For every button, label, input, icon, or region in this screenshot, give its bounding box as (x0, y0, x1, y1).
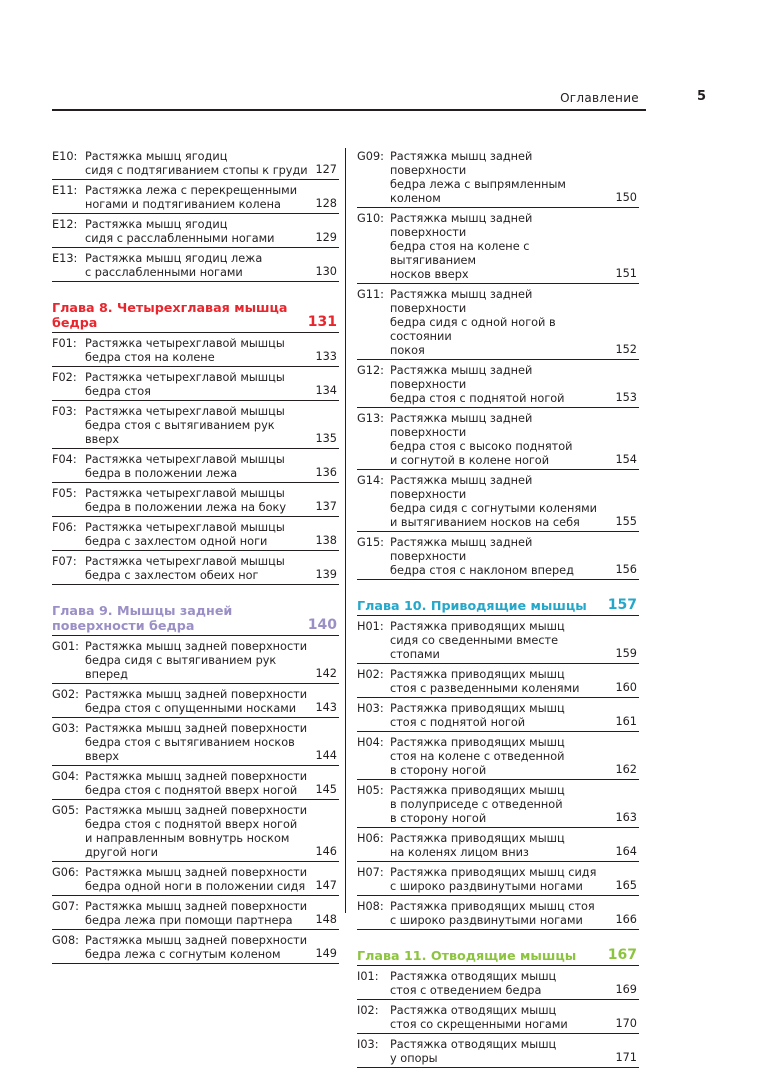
entry-code: H05: (357, 784, 384, 797)
toc-entry[interactable] (52, 371, 339, 401)
toc-entry[interactable] (52, 453, 339, 483)
toc-entry[interactable] (357, 702, 639, 732)
page-number: 5 (697, 89, 707, 104)
toc-entry[interactable] (52, 184, 339, 214)
toc-entry[interactable] (357, 364, 639, 408)
entry-code: H02: (357, 668, 384, 681)
entry-title: Растяжка четырехглавой мышцы бедра в положении лежа (85, 453, 285, 480)
entry-title: Растяжка мышц задней поверхности бедра сидя с одной ногой в состоянии покоя (390, 288, 556, 357)
entry-page: 171 (615, 1051, 637, 1064)
toc-group (357, 970, 639, 1068)
toc-entry[interactable] (52, 722, 339, 766)
entry-page: 151 (615, 267, 637, 280)
entry-code: F01: (52, 337, 77, 350)
toc-entry[interactable] (52, 770, 339, 800)
entry-page: 146 (315, 845, 337, 858)
entry-code: G06: (52, 866, 79, 879)
entry-code: E13: (52, 252, 78, 265)
running-header: Оглавление (560, 91, 639, 105)
toc-entry[interactable] (52, 337, 339, 367)
toc-group (52, 150, 339, 282)
entry-page: 160 (615, 681, 637, 694)
entry-page: 145 (315, 783, 337, 796)
entry-code: G05: (52, 804, 79, 817)
entry-page: 144 (315, 749, 337, 762)
toc-entry[interactable] (357, 474, 639, 532)
entry-title: Растяжка приводящих мышц стоя с разведенными коленями (390, 668, 580, 695)
entry-code: G01: (52, 640, 79, 653)
entry-title: Растяжка мышц задней поверхности бедра сидя с согнутыми коленями и вытягиванием носков на себя (390, 474, 598, 529)
toc-entry[interactable] (52, 405, 339, 449)
entry-page: 148 (315, 913, 337, 926)
entry-code: G09: (357, 150, 384, 163)
entry-page: 150 (615, 191, 637, 204)
toc-group (52, 640, 339, 964)
entry-title: Растяжка приводящих мышц на коленях лицом вниз (390, 832, 565, 859)
entry-page: 134 (315, 384, 337, 397)
entry-code: G12: (357, 364, 384, 377)
entry-title: Растяжка отводящих мышц у опоры (390, 1038, 557, 1065)
header-rule (52, 109, 646, 111)
entry-title: Растяжка четырехглавой мышцы бедра с захлестом одной ноги (85, 521, 285, 548)
entry-code: H08: (357, 900, 384, 913)
toc-entry[interactable] (52, 487, 339, 517)
entry-title: Растяжка четырехглавой мышцы бедра в положении лежа на боку (85, 487, 287, 514)
entry-code: G07: (52, 900, 79, 913)
entry-page: 165 (615, 879, 637, 892)
toc-group (357, 620, 639, 930)
entry-page: 162 (615, 763, 637, 776)
toc-entry[interactable] (357, 866, 639, 896)
toc-entry[interactable] (357, 150, 639, 208)
entry-code: G02: (52, 688, 79, 701)
entry-page: 135 (315, 432, 337, 445)
entry-title: Растяжка мышц задней поверхности бедра стоя с поднятой вверх ногой (85, 770, 308, 797)
entry-title: Растяжка приводящих мышц в полуприседе с отведенной в сторону ногой (390, 784, 565, 825)
toc-entry[interactable] (52, 252, 339, 282)
entry-code: F07: (52, 555, 77, 568)
entry-code: E10: (52, 150, 78, 163)
entry-title: Растяжка мышц ягодиц лежа с расслабленными ногами (85, 252, 263, 279)
toc-entry[interactable] (357, 832, 639, 862)
entry-title: Растяжка мышц задней поверхности бедра лежа с согнутым коленом (85, 934, 308, 961)
chapter-page: 167 (607, 947, 637, 963)
entry-page: 143 (315, 701, 337, 714)
entry-code: I03: (357, 1038, 379, 1051)
chapter-title: Глава 10. Приводящие мышцы (357, 598, 587, 613)
toc-entry[interactable] (357, 288, 639, 360)
toc-entry[interactable] (357, 212, 639, 284)
chapter-page: 140 (307, 617, 337, 633)
toc-entry[interactable] (52, 900, 339, 930)
entry-title: Растяжка четырехглавой мышцы бедра стоя на колене (85, 337, 285, 364)
chapter-page: 131 (307, 314, 337, 330)
entry-page: 155 (615, 515, 637, 528)
toc-entry[interactable] (357, 412, 639, 470)
toc-entry[interactable] (52, 866, 339, 896)
toc-entry[interactable] (52, 688, 339, 718)
entry-title: Растяжка лежа с перекрещенными ногами и подтягиванием колена (85, 184, 298, 211)
entry-code: G14: (357, 474, 384, 487)
entry-page: 136 (315, 466, 337, 479)
toc-entry[interactable] (357, 1038, 639, 1068)
entry-code: H01: (357, 620, 384, 633)
toc-group (357, 150, 639, 580)
entry-code: F02: (52, 371, 77, 384)
chapter-title: Глава 9. Мышцы задней поверхности бедра (52, 603, 233, 633)
entry-page: 138 (315, 534, 337, 547)
toc-entry[interactable] (52, 934, 339, 964)
entry-page: 149 (315, 947, 337, 960)
entry-page: 129 (315, 231, 337, 244)
entry-page: 156 (615, 563, 637, 576)
entry-code: H06: (357, 832, 384, 845)
entry-title: Растяжка мышц ягодиц сидя с расслабленными ногами (85, 218, 275, 245)
toc-entry[interactable] (52, 150, 339, 180)
entry-title: Растяжка четырехглавой мышцы бедра стоя (85, 371, 285, 398)
toc-entry[interactable] (357, 736, 639, 780)
entry-code: G08: (52, 934, 79, 947)
entry-page: 161 (615, 715, 637, 728)
chapter-8-heading[interactable] (52, 300, 339, 333)
entry-code: F03: (52, 405, 77, 418)
entry-title: Растяжка мышц задней поверхности бедра стоя с наклоном вперед (390, 536, 574, 577)
entry-code: G10: (357, 212, 384, 225)
entry-page: 166 (615, 913, 637, 926)
entry-page: 142 (315, 667, 337, 680)
entry-title: Растяжка приводящих мышц стоя с поднятой ногой (390, 702, 565, 729)
toc-entry[interactable] (357, 900, 639, 930)
entry-title: Растяжка мышц задней поверхности бедра одной ноги в положении сидя (85, 866, 308, 893)
entry-title: Растяжка мышц задней поверхности бедра стоя с высоко поднятой и согнутой в колене ногой (390, 412, 573, 467)
chapter-title: Глава 8. Четырехглавая мышца бедра (52, 300, 288, 330)
entry-code: G13: (357, 412, 384, 425)
entry-title: Растяжка мышц задней поверхности бедра стоя с вытягиванием носков вверх (85, 722, 308, 763)
entry-title: Растяжка мышц задней поверхности бедра стоя с опущенными носками (85, 688, 308, 715)
chapter-10-heading[interactable] (357, 598, 639, 616)
entry-page: 154 (615, 453, 637, 466)
entry-title: Растяжка приводящих мышц сидя со сведенными вместе стопами (390, 620, 565, 661)
chapter-page: 157 (607, 597, 637, 613)
entry-code: G11: (357, 288, 384, 301)
toc-entry[interactable] (357, 536, 639, 580)
entry-page: 152 (615, 343, 637, 356)
toc-group (52, 337, 339, 585)
chapter-11-heading[interactable] (357, 948, 639, 966)
entry-title: Растяжка приводящих мышц стоя на колене с отведенной в сторону ногой (390, 736, 565, 777)
entry-code: H04: (357, 736, 384, 749)
entry-code: I01: (357, 970, 379, 983)
toc-entry[interactable] (357, 784, 639, 828)
entry-title: Растяжка приводящих мышц сидя с широко раздвинутыми ногами (390, 866, 597, 893)
entry-title: Растяжка четырехглавой мышцы бедра стоя с вытягиванием рук вверх (85, 405, 285, 446)
entry-page: 127 (315, 163, 337, 176)
entry-page: 164 (615, 845, 637, 858)
toc-entry[interactable] (52, 218, 339, 248)
entry-title: Растяжка приводящих мышц стоя с широко раздвинутыми ногами (390, 900, 595, 927)
entry-page: 153 (615, 391, 637, 404)
entry-title: Растяжка четырехглавой мышцы бедра с захлестом обеих ног (85, 555, 285, 582)
entry-code: F06: (52, 521, 77, 534)
entry-title: Растяжка мышц задней поверхности бедра лежа при помощи партнера (85, 900, 308, 927)
toc-entry[interactable] (357, 668, 639, 698)
entry-code: E11: (52, 184, 78, 197)
entry-title: Растяжка мышц задней поверхности бедра стоя на колене с вытягиванием носков вверх (390, 212, 533, 281)
entry-page: 133 (315, 350, 337, 363)
entry-page: 163 (615, 811, 637, 824)
entry-code: G04: (52, 770, 79, 783)
entry-page: 170 (615, 1017, 637, 1030)
entry-code: G03: (52, 722, 79, 735)
entry-title: Растяжка мышц задней поверхности бедра стоя с поднятой вверх ногой и направленным вовнутрь носком другой ноги (85, 804, 308, 859)
toc-entry[interactable] (52, 804, 339, 862)
entry-title: Растяжка мышц задней поверхности бедра стоя с поднятой ногой (390, 364, 565, 405)
entry-title: Растяжка мышц задней поверхности бедра сидя с вытягиванием рук вперед (85, 640, 308, 681)
entry-title: Растяжка мышц ягодиц сидя с подтягиванием стопы к груди (85, 150, 308, 177)
entry-page: 169 (615, 983, 637, 996)
entry-page: 159 (615, 647, 637, 660)
toc-left-column (52, 150, 339, 968)
toc-entry[interactable] (357, 970, 639, 1000)
entry-page: 130 (315, 265, 337, 278)
toc-entry[interactable] (52, 521, 339, 551)
entry-page: 128 (315, 197, 337, 210)
entry-title: Растяжка отводящих мышц стоя с отведением бедра (390, 970, 557, 997)
entry-title: Растяжка мышц задней поверхности бедра лежа с выпрямленным коленом (390, 150, 566, 205)
entry-code: F04: (52, 453, 77, 466)
entry-page: 137 (315, 500, 337, 513)
toc-right-column (357, 150, 639, 1072)
chapter-title: Глава 11. Отводящие мышцы (357, 948, 577, 963)
toc-entry[interactable] (52, 555, 339, 585)
entry-code: H07: (357, 866, 384, 879)
entry-code: I02: (357, 1004, 379, 1017)
entry-code: E12: (52, 218, 78, 231)
entry-code: G15: (357, 536, 384, 549)
toc-entry[interactable] (52, 640, 339, 684)
toc-entry[interactable] (357, 1004, 639, 1034)
toc-entry[interactable] (357, 620, 639, 664)
column-divider (345, 148, 346, 913)
chapter-9-heading[interactable] (52, 603, 339, 636)
entry-title: Растяжка отводящих мышц стоя со скрещенными ногами (390, 1004, 568, 1031)
entry-code: F05: (52, 487, 77, 500)
entry-code: H03: (357, 702, 384, 715)
entry-page: 147 (315, 879, 337, 892)
entry-page: 139 (315, 568, 337, 581)
